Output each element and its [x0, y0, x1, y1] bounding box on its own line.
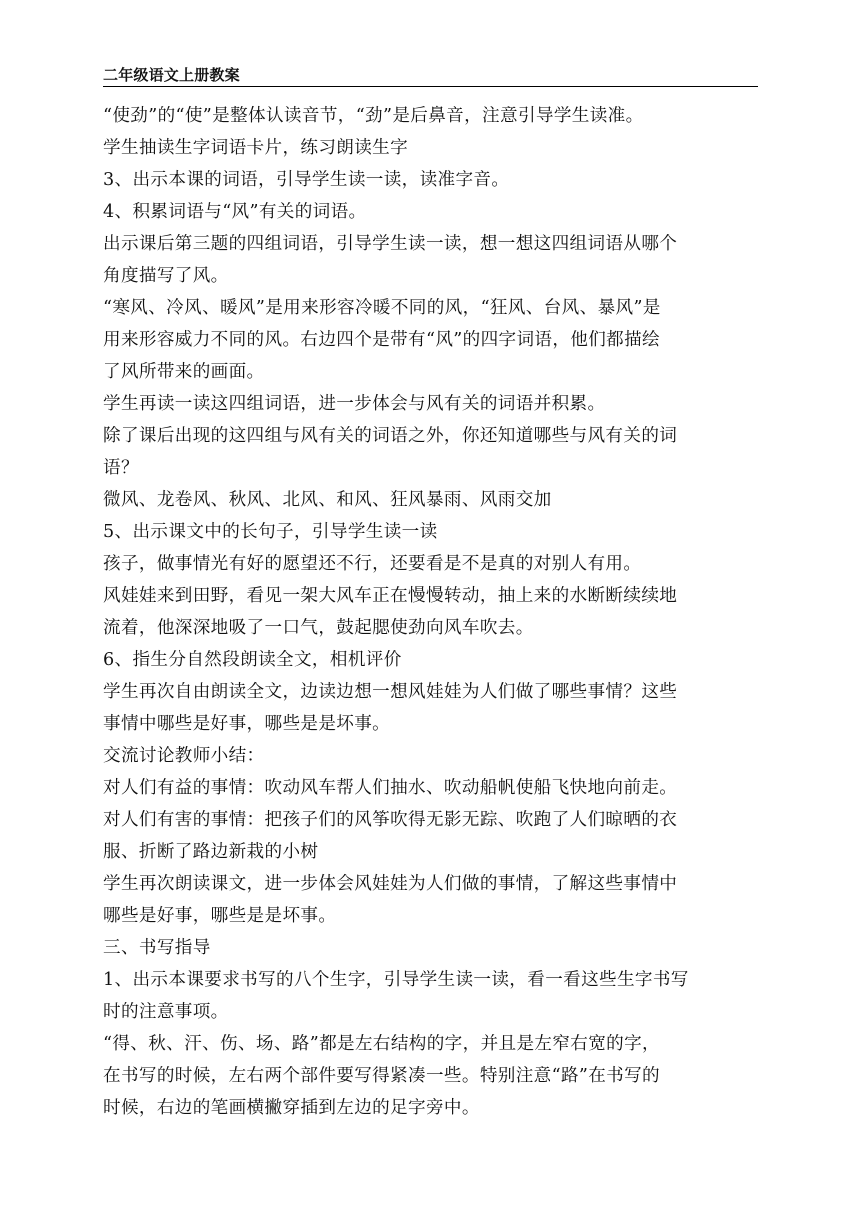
- text-line: 6、指生分自然段朗读全文，相机评价: [103, 650, 402, 670]
- text-line: 除了课后出现的这四组与风有关的词语之外，你还知道哪些与风有关的词: [103, 426, 678, 446]
- text-line: 3、出示本课的词语，引导学生读一读，读准字音。: [103, 170, 510, 190]
- text-line: 学生再次自由朗读全文，边读边想一想风娃娃为人们做了哪些事情？这些: [103, 682, 678, 702]
- page-header: [103, 62, 758, 87]
- text-line: 语？: [103, 458, 139, 478]
- text-line: 1、出示本课要求书写的八个生字，引导学生读一读，看一看这些生字书写: [103, 970, 689, 990]
- text-line: 用来形容威力不同的风。右边四个是带有“风”的四字词语，他们都描绘: [103, 330, 661, 350]
- text-line: 风娃娃来到田野，看见一架大风车正在慢慢转动，抽上来的水断断续续地: [103, 586, 678, 606]
- text-line: 交流讨论教师小结：: [103, 746, 265, 766]
- text-line: 5、出示课文中的长句子，引导学生读一读: [103, 522, 438, 542]
- text-line: 孩子，做事情光有好的愿望还不行，还要看是不是真的对别人有用。: [103, 554, 642, 574]
- text-line: 对人们有害的事情：把孩子们的风筝吹得无影无踪、吹跑了人们晾晒的衣: [103, 810, 678, 830]
- text-line: 时的注意事项。: [103, 1002, 229, 1022]
- text-line: 4、积累词语与“风”有关的词语。: [103, 202, 367, 222]
- text-line: 出示课后第三题的四组词语，引导学生读一读，想一想这四组词语从哪个: [103, 234, 678, 254]
- document-body: [103, 100, 763, 1124]
- text-line: 学生再读一读这四组词语，进一步体会与风有关的词语并积累。: [103, 394, 606, 414]
- text-line: 事情中哪些是好事，哪些是是坏事。: [103, 714, 391, 734]
- text-line: 流着，他深深地吸了一口气，鼓起腮使劲向风车吹去。: [103, 618, 534, 638]
- text-line: 学生抽读生字词语卡片，练习朗读生字: [103, 138, 409, 158]
- text-line: 三、书写指导: [103, 938, 211, 958]
- text-line: 学生再次朗读课文，进一步体会风娃娃为人们做的事情，了解这些事情中: [103, 874, 678, 894]
- text-line: 在书写的时候，左右两个部件要写得紧凑一些。特别注意“路”在书写的: [103, 1066, 661, 1086]
- header-title: 二年级语文上册教案: [103, 66, 240, 84]
- text-line: 时候，右边的笔画横撇穿插到左边的足字旁中。: [103, 1098, 480, 1118]
- text-line: 哪些是好事，哪些是是坏事。: [103, 906, 337, 926]
- text-line: 角度描写了风。: [103, 266, 229, 286]
- text-line: 了风所带来的画面。: [103, 362, 265, 382]
- text-line: “使劲”的“使”是整体认读音节，“劲”是后鼻音，注意引导学生读准。: [103, 106, 644, 126]
- text-line: 微风、龙卷风、秋风、北风、和风、狂风暴雨、风雨交加: [103, 490, 552, 510]
- text-line: “得、秋、汗、伤、场、路”都是左右结构的字，并且是左窄右宽的字，: [103, 1034, 661, 1054]
- text-line: “寒风、冷风、暖风”是用来形容冷暖不同的风，“狂风、台风、暴风”是: [103, 298, 661, 318]
- text-line: 服、折断了路边新栽的小树: [103, 842, 319, 862]
- text-line: 对人们有益的事情：吹动风车帮人们抽水、吹动船帆使船飞快地向前走。: [103, 778, 678, 798]
